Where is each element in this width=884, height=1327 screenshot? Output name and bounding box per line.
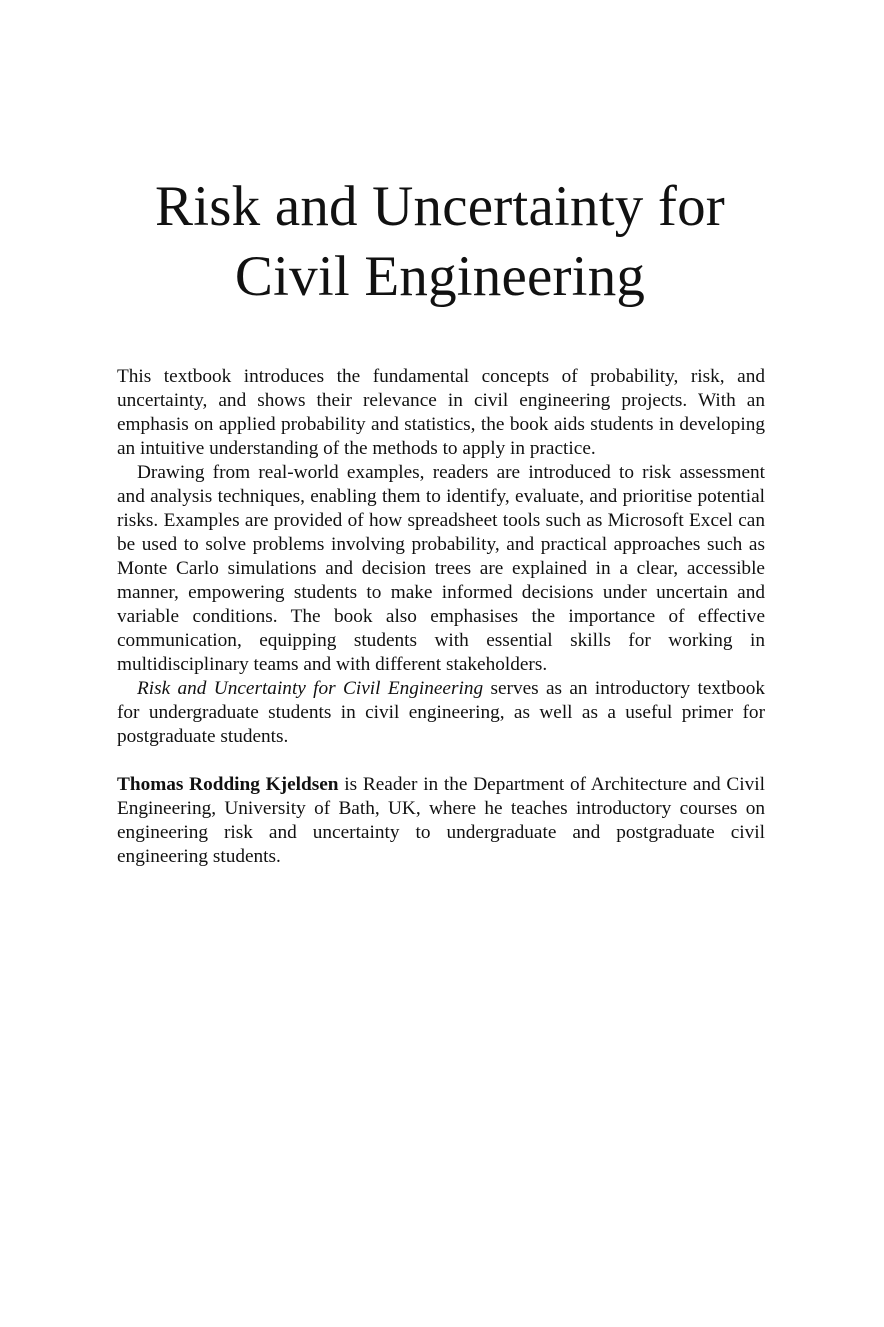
book-title-line-1: Risk and Uncertainty for <box>155 175 725 238</box>
description-paragraph-3 <box>117 677 765 749</box>
description-paragraph-3-text: serves as an introductory textbook for undergraduate students in civil engineering, as well as a useful primer for postgraduate students. <box>117 678 765 747</box>
book-title <box>100 172 780 312</box>
book-title-italic: Risk and Uncertainty for Civil Engineering <box>137 678 484 699</box>
description-paragraph-1: This textbook introduces the fundamental concepts of probability, risk, and uncertainty, and shows their relevance in civil engineering projects. With an emphasis on applied probability and statistics, the book aids students in developing an intuitive understanding of the methods to apply in practice. <box>117 366 765 459</box>
book-title-line-2: Civil Engineering <box>234 245 646 308</box>
author-bio-text: is Reader in the Department of Architecture and Civil Engineering, University of Bath, UK, where he teaches introductory courses on engineering risk and uncertainty to undergraduate and postgraduate civil engineering students. <box>117 774 765 867</box>
description-paragraph-2: Drawing from real-world examples, readers are introduced to risk assessment and analysis techniques, enabling them to identify, evaluate, and prioritise potential risks. Examples are provided of how spreadsheet tools such as Microsoft Excel can be used to solve problems involving probability, and practical approaches such as Monte Carlo simulations and decision trees are explained in a clear, accessible manner, empowering students to make informed decisions under uncertain and variable conditions. The book also emphasises the importance of effective communication, equipping students with essential skills for working in multidisciplinary teams and with different stakeholders. <box>117 462 765 675</box>
author-bio <box>117 773 765 869</box>
author-name: Thomas Rodding Kjeldsen <box>117 774 339 795</box>
book-description <box>117 365 765 869</box>
